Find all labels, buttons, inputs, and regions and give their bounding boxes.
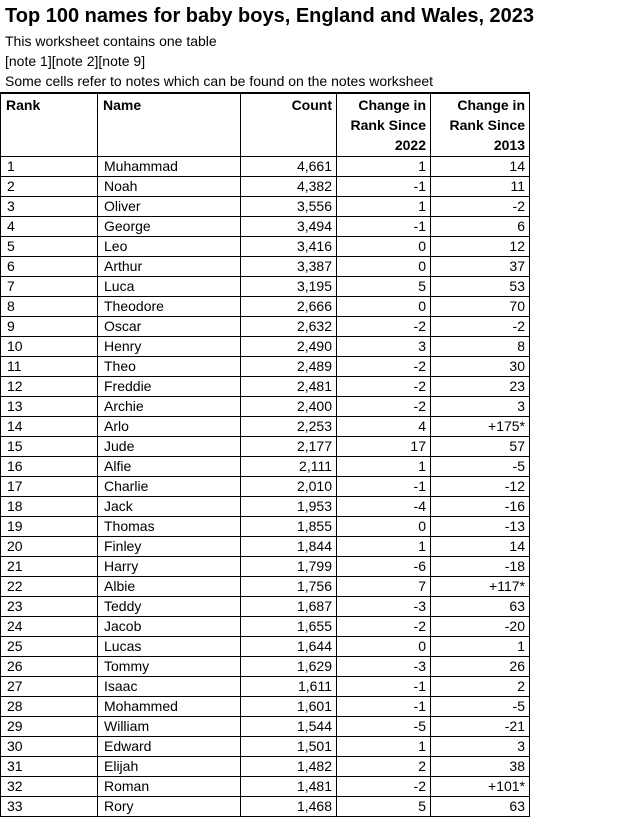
cell-change-2013: 6 <box>431 216 530 236</box>
cell-change-2013: -2 <box>431 316 530 336</box>
cell-change-2022: 0 <box>337 516 431 536</box>
cell-name: Edward <box>98 736 241 756</box>
cell-name: Theodore <box>98 296 241 316</box>
cell-rank: 3 <box>1 196 98 216</box>
cell-rank: 18 <box>1 496 98 516</box>
cell-rank: 14 <box>1 416 98 436</box>
cell-count: 2,632 <box>241 316 337 336</box>
cell-rank: 28 <box>1 696 98 716</box>
cell-name: Isaac <box>98 676 241 696</box>
cell-name: Charlie <box>98 476 241 496</box>
cell-rank: 29 <box>1 716 98 736</box>
table-row <box>1 176 530 196</box>
cell-count: 2,111 <box>241 456 337 476</box>
cell-name: Arthur <box>98 256 241 276</box>
cell-count: 1,844 <box>241 536 337 556</box>
cell-change-2013: +101* <box>431 776 530 796</box>
cell-change-2022: -3 <box>337 596 431 616</box>
cell-count: 3,195 <box>241 276 337 296</box>
cell-change-2013: 11 <box>431 176 530 196</box>
cell-change-2022: -5 <box>337 716 431 736</box>
table-row <box>1 436 530 456</box>
cell-change-2013: 12 <box>431 236 530 256</box>
cell-count: 2,177 <box>241 436 337 456</box>
cell-name: Teddy <box>98 596 241 616</box>
worksheet-description: This worksheet contains one table <box>5 33 217 49</box>
cell-change-2013: -20 <box>431 616 530 636</box>
cell-rank: 1 <box>1 156 98 176</box>
table-row <box>1 456 530 476</box>
table-row <box>1 276 530 296</box>
cell-name: Oliver <box>98 196 241 216</box>
cell-change-2022: -2 <box>337 616 431 636</box>
worksheet-header <box>0 0 629 91</box>
cell-name: Rory <box>98 796 241 816</box>
page-title: Top 100 names for baby boys, England and Wales, 2023 <box>5 5 535 27</box>
cell-count: 1,629 <box>241 656 337 676</box>
cell-change-2013: 1 <box>431 636 530 656</box>
cell-change-2022: -2 <box>337 356 431 376</box>
table-row <box>1 156 530 176</box>
cell-change-2013: -16 <box>431 496 530 516</box>
cell-rank: 23 <box>1 596 98 616</box>
table-row <box>1 376 530 396</box>
table-row <box>1 356 530 376</box>
table-row <box>1 796 530 816</box>
cell-rank: 5 <box>1 236 98 256</box>
cell-rank: 19 <box>1 516 98 536</box>
cell-change-2013: 3 <box>431 736 530 756</box>
cell-change-2022: 2 <box>337 756 431 776</box>
cell-rank: 32 <box>1 776 98 796</box>
column-header-change-2022: Change in Rank Since 2022 <box>337 93 431 156</box>
cell-rank: 2 <box>1 176 98 196</box>
cell-name: Jude <box>98 436 241 456</box>
table-row <box>1 756 530 776</box>
cell-change-2013: 70 <box>431 296 530 316</box>
cell-count: 1,501 <box>241 736 337 756</box>
cell-change-2022: 5 <box>337 276 431 296</box>
column-header-rank: Rank <box>1 93 98 156</box>
cell-name: Noah <box>98 176 241 196</box>
cell-rank: 21 <box>1 556 98 576</box>
cell-rank: 30 <box>1 736 98 756</box>
cell-count: 1,655 <box>241 616 337 636</box>
cell-count: 4,661 <box>241 156 337 176</box>
table-row <box>1 636 530 656</box>
cell-change-2013: 23 <box>431 376 530 396</box>
cell-change-2013: 63 <box>431 796 530 816</box>
cell-change-2022: -4 <box>337 496 431 516</box>
cell-name: Oscar <box>98 316 241 336</box>
cell-count: 1,468 <box>241 796 337 816</box>
table-row <box>1 216 530 236</box>
cell-count: 2,481 <box>241 376 337 396</box>
cell-count: 1,799 <box>241 556 337 576</box>
cell-change-2013: -2 <box>431 196 530 216</box>
cell-rank: 17 <box>1 476 98 496</box>
cell-change-2022: -1 <box>337 176 431 196</box>
cell-change-2022: -3 <box>337 656 431 676</box>
cell-rank: 15 <box>1 436 98 456</box>
cell-count: 1,953 <box>241 496 337 516</box>
cell-name: Jack <box>98 496 241 516</box>
cell-rank: 6 <box>1 256 98 276</box>
cell-change-2022: 1 <box>337 536 431 556</box>
cell-change-2013: +175* <box>431 416 530 436</box>
cell-name: Elijah <box>98 756 241 776</box>
cell-rank: 12 <box>1 376 98 396</box>
cell-count: 1,644 <box>241 636 337 656</box>
cell-name: Tommy <box>98 656 241 676</box>
table-row <box>1 556 530 576</box>
table-row <box>1 736 530 756</box>
cell-rank: 25 <box>1 636 98 656</box>
table-row <box>1 676 530 696</box>
cell-change-2013: 26 <box>431 656 530 676</box>
table-row <box>1 476 530 496</box>
cell-change-2013: 37 <box>431 256 530 276</box>
cell-change-2022: 4 <box>337 416 431 436</box>
table-row <box>1 656 530 676</box>
cell-change-2022: 3 <box>337 336 431 356</box>
table-row <box>1 316 530 336</box>
cell-change-2022: -2 <box>337 376 431 396</box>
cell-name: Muhammad <box>98 156 241 176</box>
cell-change-2013: -13 <box>431 516 530 536</box>
table-row <box>1 196 530 216</box>
cell-count: 3,387 <box>241 256 337 276</box>
cell-rank: 8 <box>1 296 98 316</box>
cell-count: 1,855 <box>241 516 337 536</box>
cell-rank: 13 <box>1 396 98 416</box>
cell-name: Roman <box>98 776 241 796</box>
cell-change-2013: 57 <box>431 436 530 456</box>
cell-count: 1,687 <box>241 596 337 616</box>
cell-rank: 9 <box>1 316 98 336</box>
cell-change-2022: 0 <box>337 256 431 276</box>
cell-change-2022: -1 <box>337 216 431 236</box>
cell-change-2022: 17 <box>337 436 431 456</box>
table-row <box>1 236 530 256</box>
cell-change-2013: -5 <box>431 696 530 716</box>
cell-count: 2,489 <box>241 356 337 376</box>
notes-hint: Some cells refer to notes which can be found on the notes worksheet <box>5 73 434 89</box>
cell-name: Mohammed <box>98 696 241 716</box>
cell-name: Albie <box>98 576 241 596</box>
baby-names-table <box>0 92 530 817</box>
cell-rank: 10 <box>1 336 98 356</box>
table-header-row <box>1 93 530 156</box>
column-header-name: Name <box>98 93 241 156</box>
table-row <box>1 536 530 556</box>
cell-name: Theo <box>98 356 241 376</box>
table-row <box>1 776 530 796</box>
cell-change-2022: -1 <box>337 476 431 496</box>
table-row <box>1 576 530 596</box>
cell-rank: 33 <box>1 796 98 816</box>
cell-rank: 20 <box>1 536 98 556</box>
cell-name: Jacob <box>98 616 241 636</box>
cell-change-2022: 7 <box>337 576 431 596</box>
cell-change-2022: -1 <box>337 676 431 696</box>
cell-rank: 11 <box>1 356 98 376</box>
cell-change-2022: -1 <box>337 696 431 716</box>
cell-name: Leo <box>98 236 241 256</box>
cell-change-2022: 1 <box>337 156 431 176</box>
cell-change-2013: 2 <box>431 676 530 696</box>
cell-name: Thomas <box>98 516 241 536</box>
cell-count: 1,482 <box>241 756 337 776</box>
cell-change-2013: 3 <box>431 396 530 416</box>
cell-change-2013: -12 <box>431 476 530 496</box>
cell-change-2022: -6 <box>337 556 431 576</box>
table-row <box>1 616 530 636</box>
cell-change-2013: 30 <box>431 356 530 376</box>
cell-rank: 7 <box>1 276 98 296</box>
table-row <box>1 516 530 536</box>
cell-name: Freddie <box>98 376 241 396</box>
cell-rank: 26 <box>1 656 98 676</box>
cell-change-2013: -18 <box>431 556 530 576</box>
cell-name: Finley <box>98 536 241 556</box>
table-row <box>1 496 530 516</box>
cell-change-2013: +117* <box>431 576 530 596</box>
cell-change-2013: 38 <box>431 756 530 776</box>
cell-rank: 27 <box>1 676 98 696</box>
cell-change-2022: 5 <box>337 796 431 816</box>
cell-count: 1,601 <box>241 696 337 716</box>
cell-count: 1,481 <box>241 776 337 796</box>
cell-change-2013: 53 <box>431 276 530 296</box>
cell-change-2022: 1 <box>337 456 431 476</box>
cell-count: 4,382 <box>241 176 337 196</box>
cell-rank: 31 <box>1 756 98 776</box>
cell-rank: 16 <box>1 456 98 476</box>
cell-change-2022: -2 <box>337 316 431 336</box>
cell-change-2022: 1 <box>337 736 431 756</box>
cell-name: William <box>98 716 241 736</box>
table-row <box>1 296 530 316</box>
cell-change-2013: 8 <box>431 336 530 356</box>
table-header <box>1 93 530 156</box>
table-body <box>1 156 530 816</box>
cell-change-2022: 0 <box>337 636 431 656</box>
table-row <box>1 396 530 416</box>
cell-count: 2,010 <box>241 476 337 496</box>
cell-change-2013: 14 <box>431 156 530 176</box>
cell-change-2013: 63 <box>431 596 530 616</box>
cell-change-2013: -5 <box>431 456 530 476</box>
cell-name: Henry <box>98 336 241 356</box>
table-row <box>1 256 530 276</box>
cell-change-2013: 14 <box>431 536 530 556</box>
table-row <box>1 336 530 356</box>
cell-change-2022: -2 <box>337 776 431 796</box>
cell-change-2022: 1 <box>337 196 431 216</box>
cell-change-2013: -21 <box>431 716 530 736</box>
cell-count: 1,611 <box>241 676 337 696</box>
table-row <box>1 716 530 736</box>
cell-change-2022: -2 <box>337 396 431 416</box>
cell-count: 2,666 <box>241 296 337 316</box>
column-header-change-2013: Change in Rank Since 2013 <box>431 93 530 156</box>
cell-count: 2,253 <box>241 416 337 436</box>
cell-name: Luca <box>98 276 241 296</box>
cell-count: 2,400 <box>241 396 337 416</box>
note-references: [note 1][note 2][note 9] <box>5 53 146 69</box>
cell-count: 1,544 <box>241 716 337 736</box>
cell-rank: 22 <box>1 576 98 596</box>
cell-name: Lucas <box>98 636 241 656</box>
cell-count: 3,494 <box>241 216 337 236</box>
cell-count: 2,490 <box>241 336 337 356</box>
cell-change-2022: 0 <box>337 236 431 256</box>
cell-count: 3,416 <box>241 236 337 256</box>
cell-count: 3,556 <box>241 196 337 216</box>
cell-name: Arlo <box>98 416 241 436</box>
cell-rank: 24 <box>1 616 98 636</box>
cell-rank: 4 <box>1 216 98 236</box>
table-row <box>1 416 530 436</box>
cell-change-2022: 0 <box>337 296 431 316</box>
cell-name: Alfie <box>98 456 241 476</box>
column-header-count: Count <box>241 93 337 156</box>
table-row <box>1 696 530 716</box>
table-row <box>1 596 530 616</box>
cell-name: Archie <box>98 396 241 416</box>
cell-name: Harry <box>98 556 241 576</box>
cell-count: 1,756 <box>241 576 337 596</box>
cell-name: George <box>98 216 241 236</box>
